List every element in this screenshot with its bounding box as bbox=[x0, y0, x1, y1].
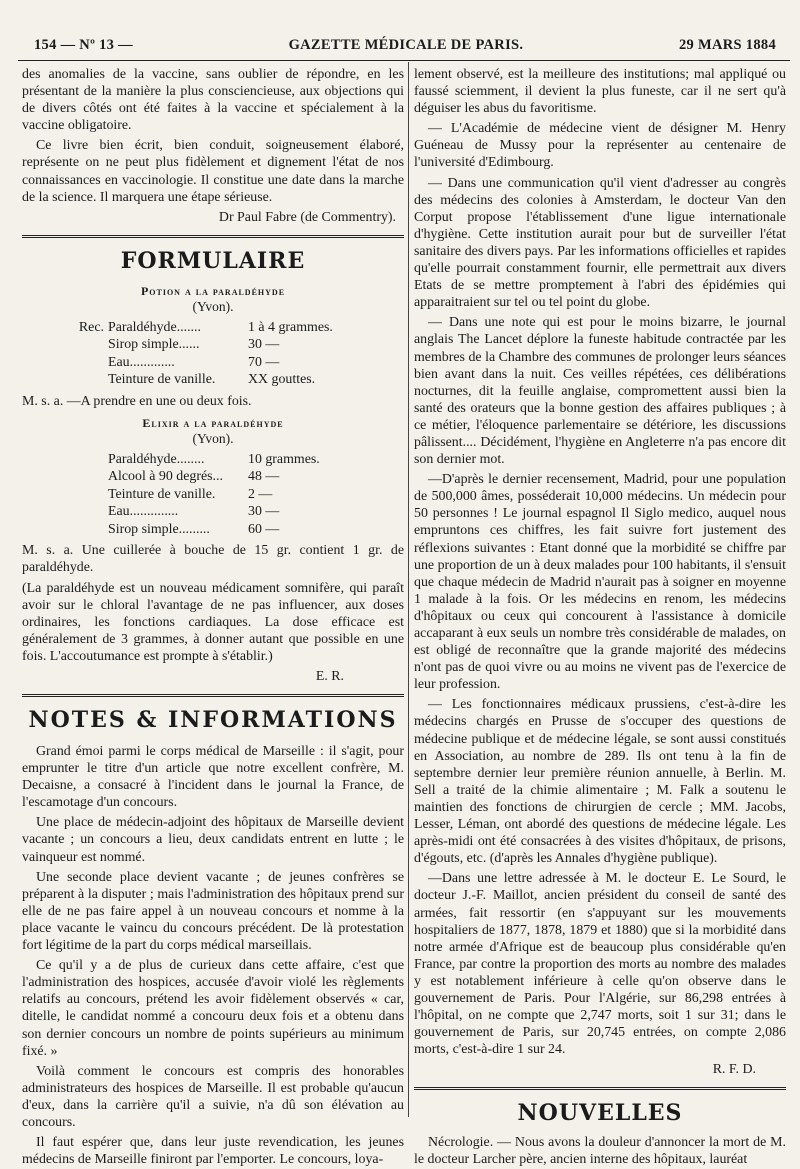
recipe-row: Paraldéhyde........ 10 grammes. bbox=[108, 451, 320, 467]
signature: Dr Paul Fabre (de Commentry). bbox=[218, 209, 396, 225]
nouvelles-paragraph: Nécrologie. — Nous avons la douleur d'annoncer la mort de M. le docteur Larcher père, ancien interne des hôpitaux, lauréat bbox=[414, 1135, 786, 1168]
recipe-row: Sirop simple......... 60 — bbox=[108, 521, 280, 537]
review-paragraph: des anomalies de la vaccine, sans oublier de répondre, en les présentant de la manière la plus consciencieuse, aux objections qui de divers côtés ont été faites à la vaccine et spécialement à la vaccine obligatoire. bbox=[22, 67, 404, 134]
formula-title: Potion a la paraldéhyde bbox=[140, 283, 286, 298]
section-rule bbox=[22, 235, 404, 238]
notes-paragraph: lement observé, est la meilleure des institutions; mal appliqué ou faussé sciemment, il devient la plus funeste, car il ne sert qu'à déguiser les abus du favoritisme. bbox=[414, 67, 786, 117]
notes-paragraph: Grand émoi parmi le corps médical de Marseille : il s'agit, pour emprunter le titre d'un article que notre excellent confrère, M. Decaisne, a consacré à l'incident dans le journal la France, de l'escamotage d'un concours. bbox=[22, 744, 404, 811]
notes-paragraph: —Dans une lettre adressée à M. le docteur E. Le Sourd, le docteur J.-F. Maillot, ancien président du conseil de santé des armées, fait ressortir (en s'appuyant sur les mouvements hospitaliers de 1877, 1878, 1879 et 1880) que si la morbidité dans notre armée d'Afrique est de beaucoup plus considérable qu'en France, par contre la proportion des morts au nombre des malades y est notablement inférieure à celle qu'on observe dans le gouvernement de Paris. Pour l'Algérie, sur 86,298 entrées à l'hôpital, on ne compte que 2,747 morts, soit 1 sur 31; dans le gouvernement de Paris, sur 20,745 entrées, on compte 2,086 morts, c'est-à-dire 1 sur 24. bbox=[414, 871, 786, 1058]
right-column bbox=[414, 66, 786, 1168]
recipe-row: Teinture de vanille. XX gouttes. bbox=[108, 372, 316, 388]
section-title-notes: NOTES & INFORMATIONS bbox=[28, 707, 398, 733]
notes-paragraph: Ce qu'il y a de plus de curieux dans cette affaire, c'est que l'administration des hospices, accusée d'avoir violé les règlements relatifs au concours, prétend les avoir fidèlement observés « car, ditelle, le candidat nommé a concouru deux fois et a obtenu dans son dernier concours un nombre de points supérieurs au minimum fixé. » bbox=[22, 958, 404, 1059]
formula-author: (Yvon). bbox=[192, 298, 234, 314]
formula-note: (La paraldéhyde est un nouveau médicament somnifère, qui paraît avoir sur le chloral l'avantage de ne pas influencer, aux doses ordinaires, les fonctions cardiaques. La dose efficace est généralement de 3 grammes, à donner autant que possible en une fois. L'accoutumance est prompte à s'établir.) bbox=[22, 580, 404, 664]
notes-paragraph: Une seconde place devient vacante ; de jeunes confrères se préparent à la disputer ; mais l'administration des hôpitaux prend sur elle de ne pas faire appel à un nouveau concours et nomme à la place vacante le vaincu du concours précédent. De là protestation fort légitime de la part du corps médical marseillais. bbox=[22, 869, 404, 954]
section-title-nouvelles: NOUVELLES bbox=[517, 1100, 683, 1127]
recipe-list bbox=[22, 451, 404, 539]
recipe-row: Eau.............. 30 — bbox=[108, 504, 280, 520]
recipe-row: Sirop simple...... 30 — bbox=[108, 337, 280, 353]
formula-instructions: M. s. a. —A prendre en une ou deux fois. bbox=[22, 393, 252, 409]
section-rule bbox=[22, 694, 404, 697]
column-divider bbox=[408, 62, 409, 1117]
recipe-row: Eau............. 70 — bbox=[108, 354, 280, 370]
notes-paragraph: Il faut espérer que, dans leur juste revendication, les jeunes médecins de Marseille finiront par l'emporter. Le concours, loya- bbox=[22, 1135, 404, 1168]
recipe-row: Rec. Paraldéhyde....... 1 à 4 grammes. bbox=[78, 319, 333, 335]
recipe-row: Teinture de vanille. 2 — bbox=[108, 486, 273, 502]
formula-title: Elixir a la paraldéhyde bbox=[142, 415, 284, 430]
notes-paragraph: —D'après le dernier recensement, Madrid, pour une population de 500,000 âmes, posséderait 10,000 médecins. Un médecin pour 50 personnes ! Le journal espagnol Il Siglo medico, auquel nous empruntons ces chiffres, les fait suivre fort justement des réflexions suivantes : Etant donné que la morbidité se chiffre par une proportion de un à deux malades pour 100 habitants, il s'ensuit que chaque médecin de Madrid n'aurait pas à soigner en moyenne 1 malade à la fois. Or les médecins en renom, les médecins d'hôpitaux ou ceux qui concourent à l'assistance à domicile accaparant à eux seuls un nombre très considérable de malades, on est obligé de reconnaître que la grande majorité des médecins n'ont pas de quoi vivre ou au moins ne vivent pas de l'exercice de leur profession. bbox=[414, 472, 786, 693]
recipe-list bbox=[22, 319, 404, 389]
formula-author: (Yvon). bbox=[192, 430, 234, 446]
left-column bbox=[22, 66, 404, 1168]
formula-instructions: M. s. a. Une cuillerée à bouche de 15 gr. contient 1 gr. de paraldéhyde. bbox=[22, 543, 404, 576]
notes-paragraph: — Dans une communication qu'il vient d'adresser au congrès des médecins des colonies à Amsterdam, le docteur Van den Corput propose l'établissement d'une ligue internationale d'hygiène. Cette institution aurait pour but de surveiller l'état sanitaire des divers pays. Par les informations officielles et rapides qu'elle pourrait constamment fournir, elle permettrait aux divers Etats de se mettre promptement à l'abri des épidémies qui apparaitraient sur tel ou tel point du globe. bbox=[414, 175, 786, 311]
journal-title: GAZETTE MÉDICALE DE PARIS. bbox=[288, 36, 524, 53]
recipe-row: Alcool à 90 degrés... 48 — bbox=[108, 469, 280, 485]
issue-date: 29 MARS 1884 bbox=[678, 36, 776, 53]
notes-paragraph: Voilà comment le concours est compris des honorables administrateurs des hospices de Marseille. Il est probable qu'aucun d'eux, dans la carrière qu'il a suivie, n'a dû son élévation au concours. bbox=[22, 1063, 404, 1130]
review-paragraph: Ce livre bien écrit, bien conduit, soigneusement élaboré, représente on ne peut plus fidèlement et dignement l'état de nos connaissances en vaccinologie. Il constitue une date dans la marche de la science. Il marquera une étape sérieuse. bbox=[22, 138, 404, 205]
signature: R. F. D. bbox=[712, 1062, 756, 1078]
section-title-formulaire: FORMULAIRE bbox=[120, 247, 306, 274]
notes-paragraph: — Les fonctionnaires médicaux prussiens, c'est-à-dire les médecins chargés en Prusse de s'occuper des questions de médecine publique et de médecine légale, se sont aussi constitués en Association, au nombre de 289. Ils ont tenu à la fin de septembre dernier leur première réunion annuelle, à Berlin. M. Sell a traité de la chimie alimentaire ; M. Falk a soutenu le maintien des fonctions de chirurgien de cercle ; MM. Jacobs, Lesser, Léman, ont abordé des questions de médecine légale. Les après-midi ont été consacrées à des visites d'hôpitaux, de prisons, d'égouts, etc. (d'après les Annales d'hygiène publique). bbox=[414, 697, 786, 867]
header-rule bbox=[18, 60, 790, 61]
section-rule bbox=[414, 1087, 786, 1090]
notes-paragraph: — Dans une note qui est pour le moins bizarre, le journal anglais The Lancet déplore la funeste habitude contractée par les membres de la Chambre des communes de prolonger leurs séances bien avant dans la nuit. Ces veilles répétées, ces délibérations nocturnes, dit la feuille anglaise, compromettent aussi bien la santé des orateurs que la bonne gestion des affaires publiques ; à ce métier, l'éloquence parlementaire se détériore, les discussions pâlissent.... Décidément, l'hygiène en Angleterre n'a pas encore dit son dernier mot. bbox=[414, 315, 786, 468]
page-number: 154 — Nº 13 — bbox=[34, 36, 133, 53]
notes-paragraph: Une place de médecin-adjoint des hôpitaux de Marseille devient vacante ; un concours a lieu, deux candidats entrent en lutte ; le vainqueur est nommé. bbox=[22, 815, 404, 865]
running-header bbox=[34, 34, 776, 56]
notes-paragraph: — L'Académie de médecine vient de désigner M. Henry Guéneau de Mussy pour la représenter au centenaire de l'université d'Edimbourg. bbox=[414, 121, 786, 171]
signature: E. R. bbox=[315, 669, 344, 684]
